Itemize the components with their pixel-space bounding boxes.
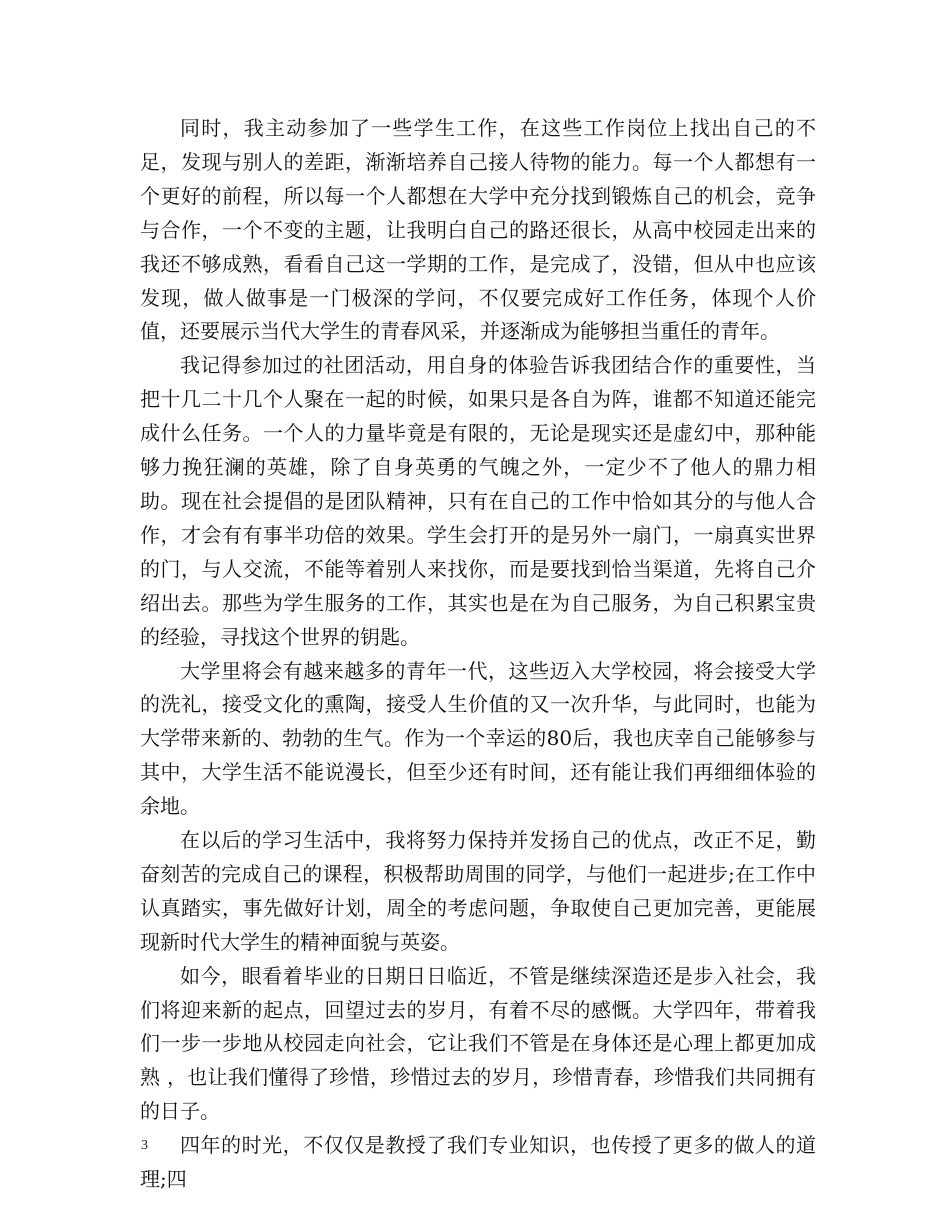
paragraph-6: 四年的时光，不仅仅是教授了我们专业知识，也传授了更多的做人的道理;四 [140, 1133, 816, 1192]
document-body [140, 112, 816, 1197]
paragraph-3: 大学里将会有越来越多的青年一代，这些迈入大学校园，将会接受大学的洗礼，接受文化的熏陶，接受人生价值的又一次升华，与此同时，也能为大学带来新的、勃勃的生气。作为一个幸运的80后，我也庆幸自己能够参与其中，大学生活不能说漫长，但至少还有时间，还有能让我们再细细体验的余地。 [140, 658, 816, 819]
paragraph-5: 如今，眼看着毕业的日期日日临近，不管是继续深造还是步入社会，我们将迎来新的起点，回望过去的岁月，有着不尽的感慨。大学四年，带着我们一步一步地从校园走向社会，它让我们不管是在身体还是心理上都更加成熟 ，也让我们懂得了珍惜，珍惜过去的岁月，珍惜青春，珍惜我们共同拥有的日子。 [140, 963, 816, 1124]
page-number: 3 [141, 1138, 148, 1153]
paragraph-2: 我记得参加过的社团活动，用自身的体验告诉我团结合作的重要性，当把十几二十几个人聚在一起的时候，如果只是各自为阵，谁都不知道还能完成什么任务。一个人的力量毕竟是有限的，无论是现实还是虚幻中，那种能够力挽狂澜的英雄，除了自身英勇的气魄之外，一定少不了他人的鼎力相助。现在社会提倡的是团队精神，只有在自己的工作中恰如其分的与他人合作，才会有有事半功倍的效果。学生会打开的是另外一扇门，一扇真实世界的门，与人交流，不能等着别人来找你，而是要找到恰当渠道，先将自己介绍出去。那些为学生服务的工作，其实也是在为自己服务，为自己积累宝贵的经验，寻找这个世界的钥匙。 [140, 353, 816, 649]
paragraph-1: 同时，我主动参加了一些学生工作，在这些工作岗位上找出自己的不足，发现与别人的差距，渐渐培养自己接人待物的能力。每一个人都想有一个更好的前程，所以每一个人都想在大学中充分找到锻炼自己的机会，竞争与合作，一个不变的主题，让我明白自己的路还很长，从高中校园走出来的我还不够成熟，看看自己这一学期的工作，是完成了，没错，但从中也应该发现，做人做事是一门极深的学问，不仅要完成好工作任务，体现个人价值，还要展示当代大学生的青春风采，并逐渐成为能够担当重任的青年。 [140, 116, 816, 344]
paragraph-4: 在以后的学习生活中，我将努力保持并发扬自己的优点，改正不足，勤奋刻苦的完成自己的课程，积极帮助周围的同学，与他们一起进步;在工作中认真踏实，事先做好计划，周全的考虑问题，争取使自己更加完善，更能展现新时代大学生的精神面貌与英姿。 [140, 828, 816, 954]
